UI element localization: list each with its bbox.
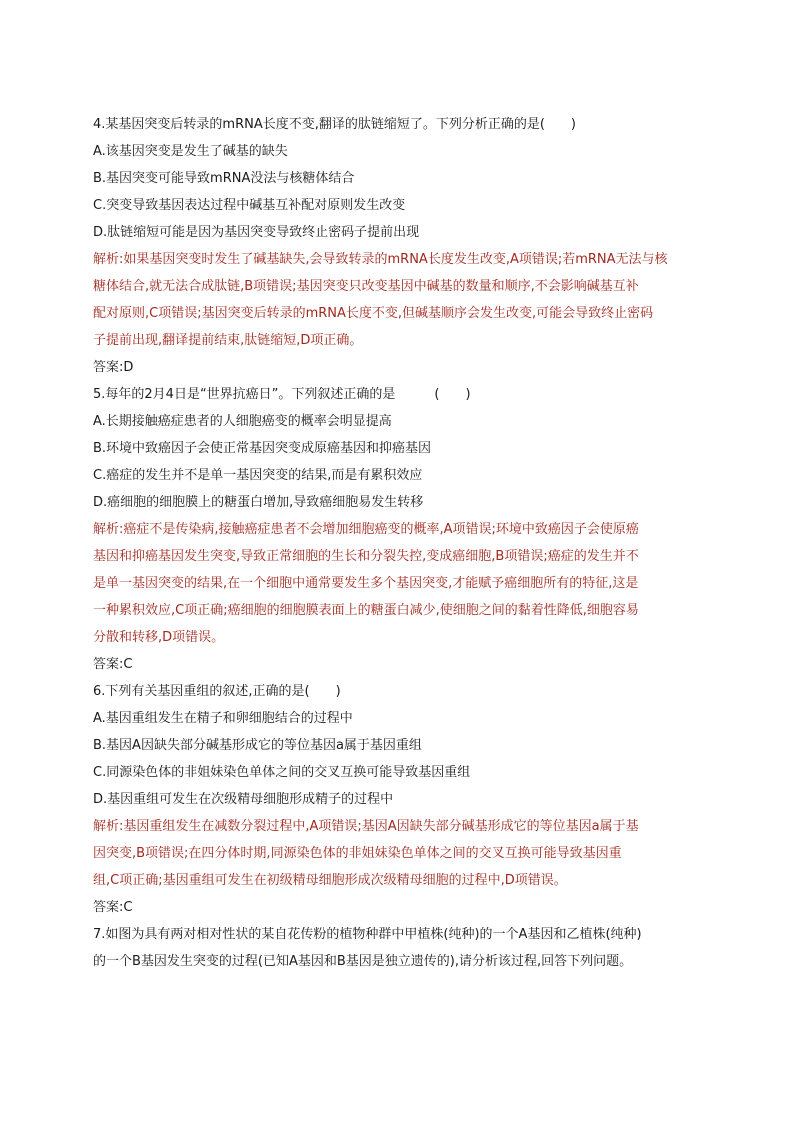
answer: 答案:D [93, 360, 134, 375]
explanation-line: 子提前出现,翻译提前结束,肽链缩短,D项正确。 [93, 333, 363, 348]
option-a: A.基因重组发生在精子和卵细胞结合的过程中 [93, 711, 353, 726]
option-c: C.同源染色体的非姐妹染色单体之间的交叉互换可能导致基因重组 [93, 765, 471, 780]
explanation-line: 组,C项正确;基因重组可发生在初级精母细胞形成次级精母细胞的过程中,D项错误。 [93, 873, 567, 888]
question-stem: 6.下列有关基因重组的叙述,正确的是( ) [93, 684, 341, 699]
document-page [93, 111, 723, 975]
option-a: A.该基因突变是发生了碱基的缺失 [93, 144, 288, 159]
answer: 答案:C [93, 657, 133, 672]
explanation-line: 是单一基因突变的结果,在一个细胞中通常要发生多个基因突变,才能赋予癌细胞所有的特征,这是 [93, 576, 639, 591]
option-d: D.基因重组可发生在次级精母细胞形成精子的过程中 [93, 792, 394, 807]
option-c: C.突变导致基因表达过程中碱基互补配对原则发生改变 [93, 198, 406, 213]
option-d: D.肽链缩短可能是因为基因突变导致终止密码子提前出现 [93, 225, 420, 240]
option-b: B.基因A因缺失部分碱基形成它的等位基因a属于基因重组 [93, 738, 422, 753]
question-6 [93, 678, 723, 921]
explanation-line: 配对原则,C项错误;基因突变后转录的mRNA长度不变,但碱基顺序会发生改变,可能会导致终止密码 [93, 306, 654, 321]
explanation-line: 解析:基因重组发生在减数分裂过程中,A项错误;基因A因缺失部分碱基形成它的等位基因a属于基 [93, 819, 639, 834]
explanation-line: 分散和转移,D项错误。 [93, 630, 225, 645]
option-b: B.基因突变可能导致mRNA没法与核糖体结合 [93, 171, 355, 186]
answer: 答案:C [93, 900, 133, 915]
explanation-line: 因突变,B项错误;在四分体时期,同源染色体的非姐妹染色单体之间的交叉互换可能导致基因重 [93, 846, 622, 861]
explanation-line: 解析:如果基因突变时发生了碱基缺失,会导致转录的mRNA长度发生改变,A项错误;若mRNA无法与核 [93, 252, 668, 267]
explanation-line: 解析:癌症不是传染病,接触癌症患者不会增加细胞癌变的概率,A项错误;环境中致癌因子会使原癌 [93, 522, 639, 537]
question-stem: 4.某基因突变后转录的mRNA长度不变,翻译的肽链缩短了。下列分析正确的是( ) [93, 117, 576, 132]
question-7 [93, 921, 723, 975]
option-c: C.癌症的发生并不是单一基因突变的结果,而是有累积效应 [93, 468, 423, 483]
question-5 [93, 381, 723, 678]
explanation-line: 基因和抑癌基因发生突变,导致正常细胞的生长和分裂失控,变成癌细胞,B项错误;癌症的发生并不 [93, 549, 639, 564]
option-d: D.癌细胞的细胞膜上的糖蛋白增加,导致癌细胞易发生转移 [93, 495, 424, 510]
question-stem: 5.每年的2月4日是“世界抗癌日”。下列叙述正确的是 ( ) [93, 387, 471, 402]
question-4 [93, 111, 723, 381]
option-a: A.长期接触癌症患者的人细胞癌变的概率会明显提高 [93, 414, 392, 429]
question-stem: 7.如图为具有两对相对性状的某自花传粉的植物种群中甲植株(纯种)的一个A基因和乙植株(纯种) [93, 927, 642, 942]
question-stem: 的一个B基因发生突变的过程(已知A基因和B基因是独立遗传的),请分析该过程,回答下列问题。 [93, 954, 633, 969]
option-b: B.环境中致癌因子会使正常基因突变成原癌基因和抑癌基因 [93, 441, 432, 456]
explanation-line: 糖体结合,就无法合成肽链,B项错误;基因突变只改变基因中碱基的数量和顺序,不会影响碱基互补 [93, 279, 639, 294]
explanation-line: 一种累积效应,C项正确;癌细胞的细胞膜表面上的糖蛋白减少,使细胞之间的黏着性降低,细胞容易 [93, 603, 639, 618]
